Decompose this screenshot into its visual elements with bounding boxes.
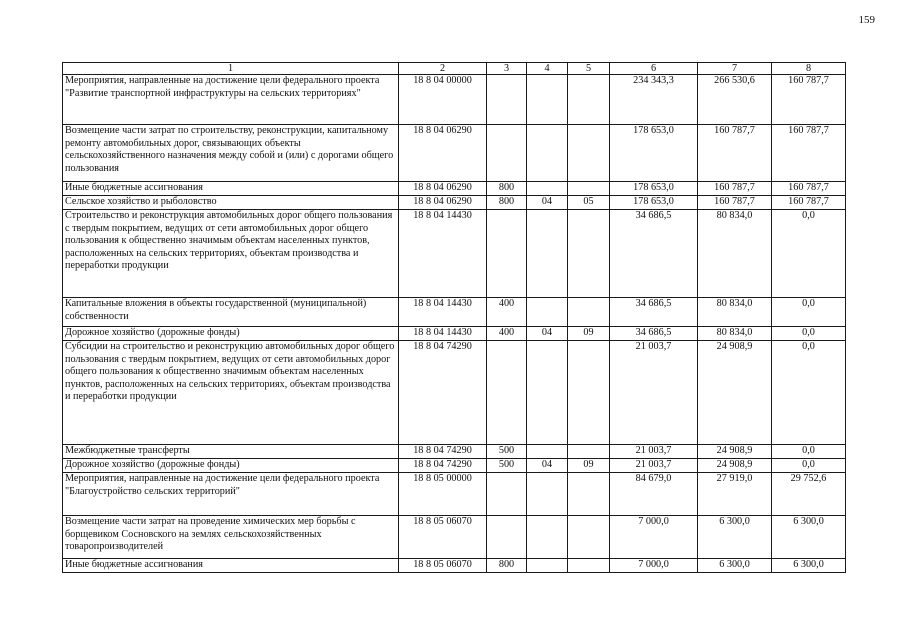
row-c5 xyxy=(568,473,610,516)
row-c8: 160 787,7 xyxy=(772,196,846,210)
row-c6: 21 003,7 xyxy=(610,445,698,459)
row-name: Субсидии на строительство и реконструкцию автомобильных дорог общего пользования с твердым покрытием, ведущих от сети автомобильных дорог общего пользования к общественно значимым объектам населенных пунктов, расположенных на сельских территориях, объектам производства и переработки продукции xyxy=(63,341,399,445)
row-name: Возмещение части затрат по строительству, реконструкции, капитальному ремонту автомобильных дорог, связывающих объекты сельскохозяйственного назначения между собой и (или) с дорогами общего пользования xyxy=(63,125,399,182)
row-c3: 400 xyxy=(487,298,527,327)
row-c8: 0,0 xyxy=(772,210,846,298)
row-name: Иные бюджетные ассигнования xyxy=(63,559,399,573)
row-code: 18 8 04 74290 xyxy=(399,445,487,459)
row-code: 18 8 04 14430 xyxy=(399,298,487,327)
row-code: 18 8 05 06070 xyxy=(399,559,487,573)
row-c5 xyxy=(568,182,610,196)
row-c7: 27 919,0 xyxy=(698,473,772,516)
row-c8: 160 787,7 xyxy=(772,125,846,182)
row-c8: 0,0 xyxy=(772,327,846,341)
row-c4: 04 xyxy=(527,459,568,473)
row-c3: 500 xyxy=(487,459,527,473)
row-c3 xyxy=(487,210,527,298)
row-c5 xyxy=(568,75,610,125)
row-c6: 7 000,0 xyxy=(610,559,698,573)
row-c6: 21 003,7 xyxy=(610,459,698,473)
row-c5 xyxy=(568,559,610,573)
budget-table xyxy=(62,62,846,573)
row-c7: 6 300,0 xyxy=(698,516,772,559)
row-c6: 21 003,7 xyxy=(610,341,698,445)
row-c7: 80 834,0 xyxy=(698,298,772,327)
row-c6: 178 653,0 xyxy=(610,196,698,210)
table-row xyxy=(63,75,846,125)
row-name: Строительство и реконструкция автомобильных дорог общего пользования с твердым покрытием, ведущих от сети автомобильных дорог общего пользования к общественно значимым объектам населенных пунктов, расположенных на сельских территориях, объектам производства и переработки продукции xyxy=(63,210,399,298)
header-row xyxy=(63,63,846,75)
row-c3 xyxy=(487,341,527,445)
table-row xyxy=(63,341,846,445)
row-c8: 0,0 xyxy=(772,459,846,473)
table-row xyxy=(63,459,846,473)
row-c7: 80 834,0 xyxy=(698,327,772,341)
row-c4: 04 xyxy=(527,196,568,210)
row-code: 18 8 04 74290 xyxy=(399,459,487,473)
column-header: 2 xyxy=(399,63,487,75)
row-c4 xyxy=(527,125,568,182)
row-c7: 80 834,0 xyxy=(698,210,772,298)
row-c8: 6 300,0 xyxy=(772,516,846,559)
row-c4 xyxy=(527,75,568,125)
row-c4 xyxy=(527,445,568,459)
table-row xyxy=(63,125,846,182)
row-c5 xyxy=(568,210,610,298)
row-c7: 24 908,9 xyxy=(698,445,772,459)
column-header: 6 xyxy=(610,63,698,75)
row-name: Мероприятия, направленные на достижение цели федерального проекта "Благоустройство сельских территорий" xyxy=(63,473,399,516)
row-c3: 800 xyxy=(487,182,527,196)
row-c8: 29 752,6 xyxy=(772,473,846,516)
row-name: Мероприятия, направленные на достижение цели федерального проекта "Развитие транспортной инфраструктуры на сельских территориях" xyxy=(63,75,399,125)
row-c4 xyxy=(527,210,568,298)
row-name: Капитальные вложения в объекты государственной (муниципальной) собственности xyxy=(63,298,399,327)
row-code: 18 8 05 06070 xyxy=(399,516,487,559)
row-c8: 0,0 xyxy=(772,445,846,459)
column-header: 5 xyxy=(568,63,610,75)
row-c8: 0,0 xyxy=(772,341,846,445)
column-header: 7 xyxy=(698,63,772,75)
row-code: 18 8 04 14430 xyxy=(399,210,487,298)
row-name: Возмещение части затрат на проведение химических мер борьбы с борщевиком Сосновского на землях сельскохозяйственных товаропроизводителей xyxy=(63,516,399,559)
row-c4 xyxy=(527,182,568,196)
row-c8: 160 787,7 xyxy=(772,182,846,196)
row-c3 xyxy=(487,473,527,516)
row-c6: 34 686,5 xyxy=(610,210,698,298)
row-code: 18 8 04 06290 xyxy=(399,182,487,196)
row-code: 18 8 04 06290 xyxy=(399,196,487,210)
column-header: 4 xyxy=(527,63,568,75)
row-c5: 09 xyxy=(568,327,610,341)
row-code: 18 8 04 00000 xyxy=(399,75,487,125)
row-name: Дорожное хозяйство (дорожные фонды) xyxy=(63,459,399,473)
row-c3 xyxy=(487,125,527,182)
row-c4: 04 xyxy=(527,327,568,341)
row-c4 xyxy=(527,473,568,516)
table-row xyxy=(63,210,846,298)
row-c8: 160 787,7 xyxy=(772,75,846,125)
row-name: Дорожное хозяйство (дорожные фонды) xyxy=(63,327,399,341)
row-c5 xyxy=(568,125,610,182)
row-c5 xyxy=(568,445,610,459)
table-row xyxy=(63,559,846,573)
row-c4 xyxy=(527,516,568,559)
row-c5 xyxy=(568,516,610,559)
row-c6: 178 653,0 xyxy=(610,125,698,182)
table-row xyxy=(63,445,846,459)
table-row xyxy=(63,473,846,516)
row-c6: 34 686,5 xyxy=(610,327,698,341)
table-row xyxy=(63,516,846,559)
row-c5: 05 xyxy=(568,196,610,210)
row-c7: 24 908,9 xyxy=(698,341,772,445)
row-c6: 7 000,0 xyxy=(610,516,698,559)
table-row xyxy=(63,298,846,327)
row-c7: 160 787,7 xyxy=(698,125,772,182)
row-c4 xyxy=(527,559,568,573)
row-c3 xyxy=(487,516,527,559)
row-c3: 800 xyxy=(487,196,527,210)
table-row xyxy=(63,182,846,196)
row-c3: 800 xyxy=(487,559,527,573)
row-c3: 400 xyxy=(487,327,527,341)
row-c5 xyxy=(568,341,610,445)
row-c6: 178 653,0 xyxy=(610,182,698,196)
row-c5 xyxy=(568,298,610,327)
row-name: Сельское хозяйство и рыболовство xyxy=(63,196,399,210)
row-c7: 24 908,9 xyxy=(698,459,772,473)
row-code: 18 8 05 00000 xyxy=(399,473,487,516)
column-header: 1 xyxy=(63,63,399,75)
row-name: Межбюджетные трансферты xyxy=(63,445,399,459)
row-c4 xyxy=(527,341,568,445)
row-c3 xyxy=(487,75,527,125)
row-code: 18 8 04 74290 xyxy=(399,341,487,445)
table-row xyxy=(63,196,846,210)
page-number: 159 xyxy=(858,14,875,26)
row-name: Иные бюджетные ассигнования xyxy=(63,182,399,196)
row-c3: 500 xyxy=(487,445,527,459)
row-c5: 09 xyxy=(568,459,610,473)
row-c7: 160 787,7 xyxy=(698,182,772,196)
row-c7: 266 530,6 xyxy=(698,75,772,125)
row-c8: 6 300,0 xyxy=(772,559,846,573)
row-c7: 160 787,7 xyxy=(698,196,772,210)
row-c6: 34 686,5 xyxy=(610,298,698,327)
column-header: 8 xyxy=(772,63,846,75)
row-code: 18 8 04 14430 xyxy=(399,327,487,341)
row-code: 18 8 04 06290 xyxy=(399,125,487,182)
row-c6: 84 679,0 xyxy=(610,473,698,516)
row-c4 xyxy=(527,298,568,327)
row-c7: 6 300,0 xyxy=(698,559,772,573)
table-row xyxy=(63,327,846,341)
column-header: 3 xyxy=(487,63,527,75)
row-c6: 234 343,3 xyxy=(610,75,698,125)
row-c8: 0,0 xyxy=(772,298,846,327)
